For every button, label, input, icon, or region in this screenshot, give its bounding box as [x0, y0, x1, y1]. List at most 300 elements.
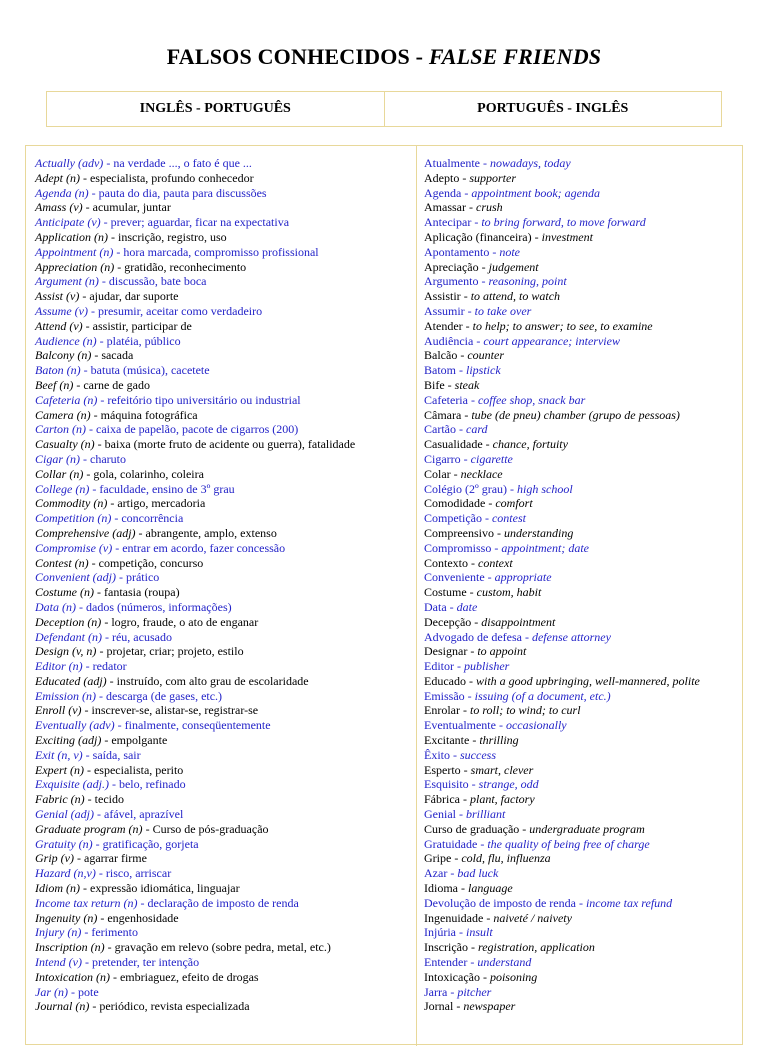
list-item: Gratuity (n) - gratificação, gorjeta: [35, 836, 199, 851]
entry-term: Conveniente: [424, 570, 485, 585]
entry-term: Apontamento: [424, 244, 490, 259]
list-item: Casualty (n) - baixa (morte fruto de acidente ou guerra), fatalidade: [35, 437, 356, 452]
entry-term: Balcão: [424, 348, 458, 363]
list-item: Batom - lipstick: [424, 363, 501, 378]
entry-term: Emissão: [424, 688, 465, 703]
list-item: Idiom (n) - expressão idiomática, linguajar: [35, 881, 240, 896]
entry-translation: supporter: [469, 170, 516, 185]
entry-term: Intend (v): [35, 955, 82, 970]
entry-term: Assistir: [424, 289, 461, 304]
entry-translation: the quality of being free of charge: [487, 836, 650, 851]
entry-term: Esperto: [424, 762, 461, 777]
entry-translation: counter: [467, 348, 504, 363]
list-item: Commodity (n) - artigo, mercadoria: [35, 496, 206, 511]
list-item: Editor (n) - redator: [35, 659, 127, 674]
list-item: Antecipar - to bring forward, to move forward: [424, 215, 646, 230]
entry-term: Enroll (v): [35, 703, 82, 718]
entry-term: Ingenuity (n): [35, 910, 98, 925]
entry-term: Commodity (n): [35, 496, 108, 511]
entry-translation: máquina fotográfica: [100, 407, 198, 422]
entry-term: Colégio (2º grau): [424, 481, 508, 496]
list-item: Income tax return (n) - declaração de imposto de renda: [35, 895, 299, 910]
list-item: Eventually (adv) - finalmente, conseqüentemente: [35, 718, 271, 733]
entry-term: Devolução de imposto de renda: [424, 895, 576, 910]
entry-term: Azar: [424, 866, 448, 881]
entry-term: Jar (n): [35, 984, 68, 999]
list-item: Cigarro - cigarette: [424, 451, 513, 466]
entry-term: Agenda: [424, 185, 462, 200]
entry-translation: caixa de papelão, pacote de cigarros (200): [96, 422, 299, 437]
entry-term: Jornal: [424, 999, 454, 1014]
entry-translation: saída, sair: [92, 747, 141, 762]
list-item: Deception (n) - logro, fraude, o ato de enganar: [35, 614, 259, 629]
entry-translation: presumir, aceitar como verdadeiro: [97, 303, 263, 318]
entry-term: Adepto: [424, 170, 460, 185]
entry-translation: assistir, participar de: [92, 318, 192, 333]
entry-term: Carton (n): [35, 422, 86, 437]
entry-term: Educado: [424, 673, 466, 688]
entry-term: Camera (n): [35, 407, 91, 422]
entry-term: Competition (n): [35, 511, 112, 526]
list-item: Cigar (n) - charuto: [35, 451, 126, 466]
list-item: Fábrica - plant, factory: [424, 792, 535, 807]
entry-translation: bad luck: [457, 866, 499, 881]
list-item: Assist (v) - ajudar, dar suporte: [35, 289, 179, 304]
entry-term: Amass (v): [35, 200, 83, 215]
entry-translation: expressão idiomática, linguajar: [90, 881, 240, 896]
column-divider: [416, 146, 417, 1046]
entry-translation: pretender, ter intenção: [91, 955, 200, 970]
english-portuguese-list: [35, 156, 413, 1014]
list-item: Intend (v) - pretender, ter intenção: [35, 955, 200, 970]
list-item: Actually (adv) - na verdade ..., o fato é que ...: [35, 156, 252, 170]
list-item: Editor - publisher: [424, 659, 510, 674]
list-item: Comprehensive (adj) - abrangente, amplo, extenso: [35, 525, 277, 540]
entry-translation: to appoint: [477, 644, 527, 659]
entry-translation: fantasia (roupa): [104, 585, 180, 600]
list-item: Compreensivo - understanding: [424, 525, 574, 540]
list-item: Attend (v) - assistir, participar de: [35, 318, 192, 333]
entry-term: Convenient (adj): [35, 570, 116, 585]
entry-term: Actually (adv): [35, 156, 104, 170]
entry-term: Esquisito: [424, 777, 469, 792]
entry-term: Compromisso: [424, 540, 492, 555]
entry-translation: descarga (de gases, etc.): [106, 688, 223, 703]
entry-term: Emission (n): [35, 688, 96, 703]
entry-term: Exciting (adj): [35, 733, 102, 748]
entry-translation: belo, refinado: [118, 777, 186, 792]
entry-term: Assume (v): [35, 303, 88, 318]
entry-translation: artigo, mercadoria: [117, 496, 206, 511]
list-item: Balcony (n) - sacada: [35, 348, 134, 363]
entry-term: Hazard (n,v): [35, 866, 96, 881]
entry-translation: disappointment: [481, 614, 556, 629]
list-item: Hazard (n,v) - risco, arriscar: [35, 866, 172, 881]
entry-term: Casualty (n): [35, 437, 95, 452]
entry-translation: inscrever-se, alistar-se, registrar-se: [91, 703, 259, 718]
entry-term: Fábrica: [424, 792, 460, 807]
list-item: Excitante - thrilling: [424, 733, 519, 748]
entry-term: Editor: [424, 659, 454, 674]
entry-translation: baixa (morte fruto de acidente ou guerra), fatalidade: [104, 437, 356, 452]
list-item: Design (v, n) - projetar, criar; projeto, estilo: [35, 644, 244, 659]
entry-translation: ajudar, dar suporte: [89, 289, 179, 304]
entry-translation: defense attorney: [531, 629, 611, 644]
entry-translation: appointment book; agenda: [471, 185, 600, 200]
entry-term: Grip (v): [35, 851, 74, 866]
entry-translation: contest: [491, 511, 526, 526]
entry-term: Gratuity (n): [35, 836, 93, 851]
list-item: Devolução de imposto de renda - income tax refund: [424, 895, 673, 910]
entry-translation: declaração de imposto de renda: [147, 895, 299, 910]
list-item: Compromisso - appointment; date: [424, 540, 589, 555]
list-item: Assume (v) - presumir, aceitar como verdadeiro: [35, 303, 263, 318]
entry-translation: success: [460, 747, 496, 762]
entry-term: Editor (n): [35, 659, 83, 674]
entry-term: Baton (n): [35, 363, 81, 378]
entry-term: College (n): [35, 481, 90, 496]
header-portuguese-english: PORTUGUÊS - INGLÊS: [384, 92, 722, 126]
entry-term: Atender: [424, 318, 463, 333]
entry-translation: finalmente, conseqüentemente: [124, 718, 271, 733]
entry-translation: embriaguez, efeito de drogas: [119, 969, 259, 984]
list-item: Collar (n) - gola, colarinho, coleira: [35, 466, 204, 481]
glossary-table: [25, 145, 743, 1045]
list-item: Gripe - cold, flu, influenza: [424, 851, 551, 866]
list-item: Câmara - tube (de pneu) chamber (grupo de pessoas): [424, 407, 680, 422]
entry-term: Apreciação: [424, 259, 479, 274]
list-item: Beef (n) - carne de gado: [35, 377, 150, 392]
entry-term: Application (n): [35, 229, 108, 244]
list-item: Apreciação - judgement: [424, 259, 539, 274]
entry-term: Comodidade: [424, 496, 486, 511]
entry-term: Aplicação (financeira): [424, 229, 532, 244]
list-item: Intoxication (n) - embriaguez, efeito de drogas: [35, 969, 259, 984]
entry-term: Contest (n): [35, 555, 89, 570]
entry-term: Injúria: [424, 925, 456, 940]
list-item: Exquisite (adj.) - belo, refinado: [35, 777, 186, 792]
entry-translation: competição, concurso: [98, 555, 204, 570]
list-item: Assistir - to attend, to watch: [424, 289, 561, 304]
list-item: Conveniente - appropriate: [424, 570, 552, 585]
list-item: Gratuidade - the quality of being free of charge: [424, 836, 650, 851]
list-item: Emission (n) - descarga (de gases, etc.): [35, 688, 223, 703]
entry-translation: discussão, bate boca: [108, 274, 207, 289]
entry-translation: cigarette: [470, 451, 513, 466]
entry-term: Cafeteria (n): [35, 392, 98, 407]
entry-term: Costume: [424, 585, 467, 600]
list-item: Cafeteria (n) - refeitório tipo universitário ou industrial: [35, 392, 301, 407]
entry-translation: thrilling: [479, 733, 519, 748]
entry-translation: pauta do dia, pauta para discussões: [98, 185, 267, 200]
list-item: Appointment (n) - hora marcada, compromisso profissional: [35, 244, 319, 259]
entry-term: Atualmente: [424, 156, 480, 170]
entry-term: Defendant (n): [35, 629, 102, 644]
entry-term: Assumir: [424, 303, 465, 318]
entry-term: Injury (n): [35, 925, 82, 940]
entry-translation: to take over: [474, 303, 532, 318]
entry-translation: gratidão, reconhecimento: [124, 259, 247, 274]
entry-translation: insult: [466, 925, 493, 940]
list-item: Eventualmente - occasionally: [424, 718, 567, 733]
entry-translation: instruído, com alto grau de escolaridade: [116, 673, 309, 688]
entry-translation: to roll; to wind; to curl: [469, 703, 581, 718]
entry-translation: agarrar firme: [84, 851, 147, 866]
entry-translation: language: [468, 881, 513, 896]
entry-translation: lipstick: [466, 363, 501, 378]
entry-term: Entender: [424, 955, 468, 970]
entry-term: Ingenuidade: [424, 910, 484, 925]
entry-translation: charuto: [90, 451, 126, 466]
list-item: Exit (n, v) - saída, sair: [35, 747, 141, 762]
entry-term: Gripe: [424, 851, 452, 866]
list-item: Argumento - reasoning, point: [424, 274, 567, 289]
entry-translation: tube (de pneu) chamber (grupo de pessoas): [471, 407, 680, 422]
entry-term: Fabric (n): [35, 792, 85, 807]
entry-translation: crush: [476, 200, 503, 215]
list-item: Inscription (n) - gravação em relevo (sobre pedra, metal, etc.): [35, 940, 331, 955]
entry-term: Genial: [424, 807, 456, 822]
entry-term: Cigar (n): [35, 451, 80, 466]
entry-translation: gravação em relevo (sobre pedra, metal, etc.): [114, 940, 331, 955]
list-item: Exciting (adj) - empolgante: [35, 733, 168, 748]
list-item: Agenda (n) - pauta do dia, pauta para discussões: [35, 185, 267, 200]
entry-translation: engenhosidade: [107, 910, 179, 925]
list-item: Journal (n) - periódico, revista especializada: [35, 999, 250, 1014]
list-item: Decepção - disappointment: [424, 614, 556, 629]
list-item: Compromise (v) - entrar em acordo, fazer concessão: [35, 540, 286, 555]
entry-translation: periódico, revista especializada: [99, 999, 250, 1014]
entry-translation: undergraduate program: [529, 821, 645, 836]
list-item: Atender - to help; to answer; to see, to examine: [424, 318, 653, 333]
header-english-portuguese: INGLÊS - PORTUGUÊS: [139, 101, 291, 116]
list-item: Data (n) - dados (números, informações): [35, 599, 232, 614]
entry-term: Deception (n): [35, 614, 102, 629]
entry-translation: court appearance; interview: [483, 333, 620, 348]
entry-term: Amassar: [424, 200, 466, 215]
entry-term: Cafeteria: [424, 392, 468, 407]
entry-term: Income tax return (n): [35, 895, 138, 910]
list-item: Bife - steak: [424, 377, 480, 392]
entry-translation: platéia, público: [106, 333, 181, 348]
list-item: Esquisito - strange, odd: [424, 777, 539, 792]
list-item: Anticipate (v) - prever; aguardar, ficar na expectativa: [35, 215, 290, 230]
page-title: [0, 44, 768, 70]
list-item: Casualidade - chance, fortuity: [424, 437, 568, 452]
entry-translation: hora marcada, compromisso profissional: [123, 244, 319, 259]
entry-translation: faculdade, ensino de 3º grau: [99, 481, 235, 496]
entry-term: Eventually (adv): [35, 718, 115, 733]
list-item: Camera (n) - máquina fotográfica: [35, 407, 198, 422]
entry-translation: entrar em acordo, fazer concessão: [122, 540, 286, 555]
entry-term: Appreciation (n): [35, 259, 115, 274]
entry-translation: note: [499, 244, 520, 259]
list-item: Aplicação (financeira) - investment: [424, 229, 593, 244]
entry-translation: context: [478, 555, 513, 570]
entry-translation: understand: [477, 955, 532, 970]
entry-term: Eventualmente: [424, 718, 496, 733]
list-item: Carton (n) - caixa de papelão, pacote de cigarros (200): [35, 422, 299, 437]
entry-translation: strange, odd: [478, 777, 539, 792]
entry-term: Decepção: [424, 614, 472, 629]
list-item: Azar - bad luck: [424, 866, 499, 881]
list-item: Jornal - newspaper: [424, 999, 516, 1014]
entry-translation: réu, acusado: [111, 629, 172, 644]
entry-term: Argument (n): [35, 274, 99, 289]
entry-term: Bife: [424, 377, 445, 392]
entry-translation: chance, fortuity: [492, 437, 568, 452]
list-item: Êxito - success: [424, 747, 496, 762]
entry-translation: appropriate: [494, 570, 552, 585]
entry-translation: ferimento: [91, 925, 138, 940]
entry-term: Assist (v): [35, 289, 80, 304]
list-item: Inscrição - registration, application: [424, 940, 595, 955]
entry-translation: judgement: [488, 259, 539, 274]
entry-translation: publisher: [464, 659, 510, 674]
entry-term: Cigarro: [424, 451, 461, 466]
entry-term: Batom: [424, 363, 456, 378]
list-item: Genial (adj) - afável, aprazível: [35, 807, 184, 822]
entry-term: Audience (n): [35, 333, 97, 348]
list-item: Jarra - pitcher: [424, 984, 492, 999]
list-item: Agenda - appointment book; agenda: [424, 185, 600, 200]
entry-translation: with a good upbringing, well-mannered, polite: [475, 673, 700, 688]
entry-translation: dados (números, informações): [86, 599, 232, 614]
entry-term: Appointment (n): [35, 244, 114, 259]
entry-translation: poisoning: [489, 969, 538, 984]
list-item: Colar - necklace: [424, 466, 503, 481]
entry-translation: refeitório tipo universitário ou industrial: [107, 392, 301, 407]
entry-translation: abrangente, amplo, extenso: [145, 525, 277, 540]
list-item: Curso de graduação - undergraduate program: [424, 821, 645, 836]
column-header-box: [46, 91, 722, 127]
entry-term: Data: [424, 599, 447, 614]
list-item: Ingenuidade - naiveté / naivety: [424, 910, 572, 925]
entry-term: Colar: [424, 466, 451, 481]
list-item: Graduate program (n) - Curso de pós-graduação: [35, 821, 269, 836]
list-item: Colégio (2º grau) - high school: [424, 481, 573, 496]
entry-term: Idiom (n): [35, 881, 80, 896]
entry-translation: gola, colarinho, coleira: [93, 466, 204, 481]
entry-term: Excitante: [424, 733, 470, 748]
entry-translation: afável, aprazível: [104, 807, 184, 822]
list-item: Baton (n) - batuta (música), cacetete: [35, 363, 210, 378]
entry-translation: nowadays, today: [489, 156, 571, 170]
list-item: Cartão - card: [424, 422, 488, 437]
entry-translation: pitcher: [457, 984, 492, 999]
list-item: Idioma - language: [424, 881, 513, 896]
entry-term: Intoxication (n): [35, 969, 110, 984]
entry-translation: income tax refund: [585, 895, 673, 910]
entry-term: Design (v, n): [35, 644, 97, 659]
entry-term: Jarra: [424, 984, 448, 999]
entry-translation: date: [456, 599, 478, 614]
entry-term: Enrolar: [424, 703, 460, 718]
list-item: Competição - contest: [424, 511, 526, 526]
entry-term: Collar (n): [35, 466, 84, 481]
portuguese-english-list: [424, 156, 740, 1014]
entry-translation: custom, habit: [476, 585, 542, 600]
entry-translation: concorrência: [121, 511, 184, 526]
list-item: Emissão - issuing (of a document, etc.): [424, 688, 611, 703]
list-item: Amass (v) - acumular, juntar: [35, 200, 171, 215]
list-item: Jar (n) - pote: [35, 984, 99, 999]
entry-translation: gratificação, gorjeta: [102, 836, 199, 851]
list-item: Genial - brilliant: [424, 807, 506, 822]
list-item: Comodidade - comfort: [424, 496, 533, 511]
entry-term: Intoxicação: [424, 969, 480, 984]
entry-translation: na verdade ..., o fato é que ...: [113, 156, 252, 170]
entry-translation: brilliant: [466, 807, 506, 822]
list-item: Audiência - court appearance; interview: [424, 333, 620, 348]
entry-translation: to help; to answer; to see, to examine: [472, 318, 653, 333]
list-item: Data - date: [424, 599, 478, 614]
entry-term: Antecipar: [424, 215, 472, 230]
entry-term: Idioma: [424, 881, 458, 896]
entry-term: Competição: [424, 511, 482, 526]
list-item: Defendant (n) - réu, acusado: [35, 629, 172, 644]
list-item: Costume (n) - fantasia (roupa): [35, 585, 180, 600]
entry-translation: inscrição, registro, uso: [117, 229, 227, 244]
list-item: Intoxicação - poisoning: [424, 969, 538, 984]
entry-term: Gratuidade: [424, 836, 478, 851]
entry-translation: high school: [517, 481, 573, 496]
entry-translation: newspaper: [463, 999, 516, 1014]
entry-term: Inscrição: [424, 940, 468, 955]
list-item: Application (n) - inscrição, registro, uso: [35, 229, 227, 244]
list-item: Atualmente - nowadays, today: [424, 156, 571, 170]
entry-translation: Curso de pós-graduação: [152, 821, 269, 836]
list-item: Cafeteria - coffee shop, snack bar: [424, 392, 586, 407]
entry-term: Êxito: [424, 747, 450, 762]
entry-translation: comfort: [495, 496, 533, 511]
list-item: Competition (n) - concorrência: [35, 511, 184, 526]
title-italic: FALSE FRIENDS: [428, 44, 602, 69]
list-item: Audience (n) - platéia, público: [35, 333, 181, 348]
list-item: Expert (n) - especialista, perito: [35, 762, 184, 777]
entry-term: Câmara: [424, 407, 462, 422]
entry-translation: card: [466, 422, 488, 437]
entry-term: Curso de graduação: [424, 821, 520, 836]
entry-translation: smart, clever: [470, 762, 534, 777]
entry-translation: risco, arriscar: [105, 866, 172, 881]
list-item: Contest (n) - competição, concurso: [35, 555, 204, 570]
entry-term: Contexto: [424, 555, 468, 570]
entry-translation: logro, fraude, o ato de enganar: [111, 614, 259, 629]
entry-term: Educated (adj): [35, 673, 107, 688]
entry-term: Balcony (n): [35, 348, 92, 363]
list-item: Adepto - supporter: [424, 170, 516, 185]
entry-translation: issuing (of a document, etc.): [474, 688, 611, 703]
list-item: Adept (n) - especialista, profundo conhecedor: [35, 170, 254, 185]
entry-translation: plant, factory: [469, 792, 535, 807]
entry-term: Compromise (v): [35, 540, 113, 555]
entry-term: Inscription (n): [35, 940, 105, 955]
list-item: Balcão - counter: [424, 348, 504, 363]
entry-term: Genial (adj): [35, 807, 94, 822]
entry-translation: pote: [78, 984, 99, 999]
list-item: Educado - with a good upbringing, well-mannered, polite: [424, 673, 700, 688]
list-item: Grip (v) - agarrar firme: [35, 851, 147, 866]
entry-term: Anticipate (v): [35, 215, 101, 230]
entry-term: Exit (n, v): [35, 747, 83, 762]
entry-term: Designar: [424, 644, 468, 659]
list-item: Appreciation (n) - gratidão, reconhecimento: [35, 259, 247, 274]
entry-translation: steak: [454, 377, 480, 392]
entry-term: Data (n): [35, 599, 76, 614]
entry-translation: to bring forward, to move forward: [481, 215, 646, 230]
list-item: Convenient (adj) - prático: [35, 570, 160, 585]
